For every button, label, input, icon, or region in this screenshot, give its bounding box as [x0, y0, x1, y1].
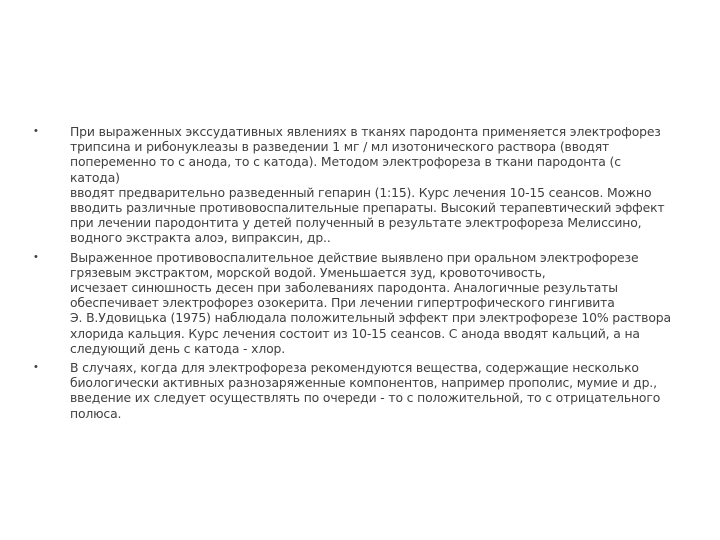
bullet-icon: •	[34, 361, 38, 374]
list-item	[34, 124, 674, 246]
bullet-icon: •	[34, 125, 38, 137]
paragraph-text: В случаях, когда для электрофореза рекомендуются вещества, содержащие несколько биологически активных разнозаряженные компонентов, например прополис, мумие и др., введение их следует осуществлять по очереди - то с положительной, то с отрицательного полюса.	[70, 360, 661, 421]
bullet-list	[34, 124, 674, 425]
list-item	[34, 250, 674, 356]
list-item	[34, 360, 674, 421]
paragraph-text: Выраженное противовоспалительное действие выявлено при оральном электрофорезе грязевым экстрактом, морской водой. Уменьшается зуд, кровоточивость, исчезает синюшность десен при заболеваниях пародонта. Аналогичные результаты обеспечивает электрофорез озокерита. При лечении гипертрофического гингивита Э. В.Удовицька (1975) наблюдала положительный эффект при электрофорезе 10% раствора хлорида кальция. Курс лечения состоит из 10-15 сеансов. С анода вводят кальций, а на следующий день с катода - хлор.	[70, 249, 671, 356]
bullet-icon: •	[34, 250, 38, 263]
paragraph-text: При выраженных экссудативных явлениях в тканях пародонта применяется электрофорез трипсина и рибонуклеазы в разведении 1 мг / мл изотонического раствора (вводят попеременно то с анода, то с катода). Методом электрофореза в ткани пародонта (с катода) вводят предварительно разведенный гепарин (1:15). Курс лечения 10-15 сеансов. Можно вводить различные противовоспалительные препараты. Высокий терапевтический эффект при лечении пародонтита у детей полученный в результате электрофореза Мелиссино, водного экстракта алоэ, випраксин, др..	[70, 124, 665, 246]
